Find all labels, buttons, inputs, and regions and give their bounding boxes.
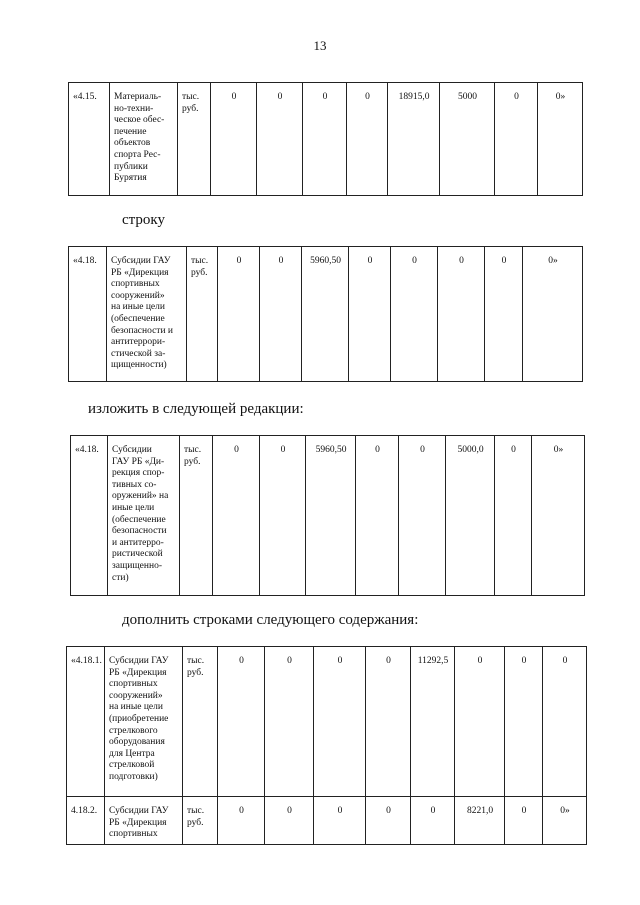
value-cell: 0» bbox=[543, 797, 587, 845]
value-cell: 5000,0 bbox=[446, 436, 495, 596]
value-cell: 5960,50 bbox=[302, 247, 349, 382]
table-row bbox=[71, 436, 585, 596]
text-dopolnit: дополнить строками следующего содержания: bbox=[122, 612, 419, 628]
value-cell: 0 bbox=[411, 797, 455, 845]
row-index: «4.18. bbox=[69, 247, 107, 382]
row-unit bbox=[183, 797, 218, 845]
table-row bbox=[69, 83, 583, 196]
value-cell: 0 bbox=[399, 436, 446, 596]
value-cell: 0» bbox=[532, 436, 585, 596]
value-cell: 0 bbox=[303, 83, 347, 196]
value-cell: 5960,50 bbox=[306, 436, 356, 596]
value-cell: 0» bbox=[538, 83, 583, 196]
unit-text: тыс. руб. bbox=[191, 256, 209, 278]
value-cell: 0 bbox=[505, 647, 543, 797]
value-cell: 0 bbox=[495, 83, 538, 196]
table-row bbox=[67, 797, 587, 845]
value-cell: 5000 bbox=[440, 83, 495, 196]
row-index: «4.18.1. bbox=[67, 647, 105, 797]
value-cell: 0 bbox=[260, 247, 302, 382]
value-cell: 0 bbox=[391, 247, 438, 382]
unit-text: тыс. руб. bbox=[184, 445, 202, 467]
value-cell: 0 bbox=[265, 647, 314, 797]
value-cell: 0 bbox=[211, 83, 257, 196]
value-cell: 0 bbox=[213, 436, 260, 596]
value-cell: 0» bbox=[523, 247, 583, 382]
description-text: Субсидии ГАУ РБ «Дирекция спортивных bbox=[109, 806, 169, 840]
page-number: 13 bbox=[313, 38, 327, 53]
text-stroku: строку bbox=[122, 212, 165, 228]
value-cell: 0 bbox=[349, 247, 391, 382]
value-cell: 18915,0 bbox=[388, 83, 440, 196]
value-cell: 0 bbox=[314, 797, 366, 845]
row-description bbox=[108, 436, 180, 596]
unit-text: тыс. руб. bbox=[187, 656, 205, 678]
unit-text: тыс. руб. bbox=[182, 92, 200, 114]
row-index: «4.15. bbox=[69, 83, 110, 196]
description-text: Субсидии ГАУ РБ «Ди- рекция спор- тивных со- оружений» на иные цели (обеспечение безопасности и антитерро- ристической защищенно- сти) bbox=[112, 445, 169, 583]
row-unit bbox=[180, 436, 213, 596]
row-unit bbox=[178, 83, 211, 196]
value-cell: 0 bbox=[218, 647, 265, 797]
row-index: «4.18. bbox=[71, 436, 108, 596]
value-cell: 0 bbox=[314, 647, 366, 797]
table-row-4-15 bbox=[68, 82, 583, 196]
value-cell: 0 bbox=[218, 797, 265, 845]
row-unit bbox=[183, 647, 218, 797]
value-cell: 0 bbox=[495, 436, 532, 596]
value-cell: 8221,0 bbox=[455, 797, 505, 845]
row-description bbox=[110, 83, 178, 196]
value-cell: 0 bbox=[218, 247, 260, 382]
description-text: Субсидии ГАУ РБ «Дирекция спортивных сооружений» на иные цели (приобретение стрелкового оборудования для Центра стрелковой подготовки) bbox=[109, 656, 169, 782]
row-unit bbox=[187, 247, 218, 382]
table-row-4-18-old bbox=[68, 246, 583, 382]
table-row-4-18-new bbox=[70, 435, 585, 596]
value-cell: 0 bbox=[366, 647, 411, 797]
value-cell: 0 bbox=[347, 83, 388, 196]
value-cell: 0 bbox=[438, 247, 485, 382]
description-text: Материаль- но-техни- ческое обес- печение объектов спорта Рес- публики Бурятия bbox=[114, 92, 165, 184]
value-cell: 0 bbox=[265, 797, 314, 845]
value-cell: 0 bbox=[485, 247, 523, 382]
table-row bbox=[69, 247, 583, 382]
value-cell: 0 bbox=[260, 436, 306, 596]
value-cell: 0 bbox=[356, 436, 399, 596]
value-cell: 0 bbox=[505, 797, 543, 845]
row-description bbox=[107, 247, 187, 382]
table-row bbox=[67, 647, 587, 797]
row-description bbox=[105, 647, 183, 797]
value-cell: 0 bbox=[455, 647, 505, 797]
text-izlozhit: изложить в следующей редакции: bbox=[88, 401, 304, 417]
description-text: Субсидии ГАУ РБ «Дирекция спортивных сооружений» на иные цели (обеспечение безопасности и антитеррори- стической за- щищенности) bbox=[111, 256, 173, 371]
row-index: 4.18.2. bbox=[67, 797, 105, 845]
unit-text: тыс. руб. bbox=[187, 806, 205, 828]
value-cell: 0 bbox=[257, 83, 303, 196]
value-cell: 0 bbox=[543, 647, 587, 797]
table-rows-4-18-1-2 bbox=[66, 646, 587, 845]
value-cell: 0 bbox=[366, 797, 411, 845]
value-cell: 11292,5 bbox=[411, 647, 455, 797]
row-description bbox=[105, 797, 183, 845]
